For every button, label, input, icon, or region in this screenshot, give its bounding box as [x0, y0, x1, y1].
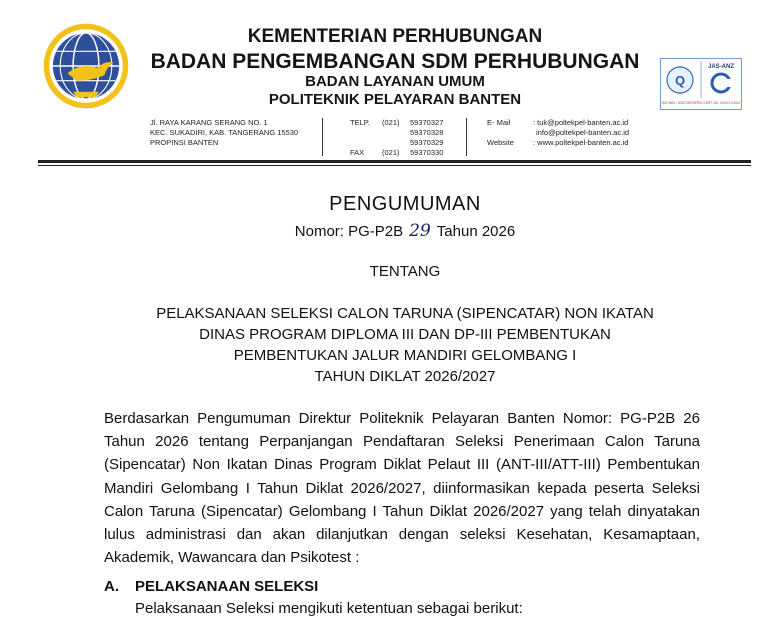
section-a-number: A.	[104, 578, 119, 595]
website-label: Website	[487, 138, 514, 147]
subject-line: PELAKSANAAN SELEKSI CALON TARUNA (SIPENCATAR) NON IKATAN	[156, 305, 654, 322]
telp-number: 59370329	[410, 138, 444, 147]
body-paragraph: Berdasarkan Pengumuman Direktur Politeknik Pelayaran Banten Nomor: PG-P2B 26 Tahun 2026 tentang Perpanjangan Pendaftaran Seleksi Penerimaan Calon Taruna (Sipencatar) Non Ikatan Dinas Program Diklat Pelaut III (ANT-III/ATT-III) Pembentukan Mandiri Gelombang I Tahun Diklat 2026/2027, diinformasikan kepada peserta Seleksi Calon Taruna (Sipencatar) Gelombang I Tahun Diklat 2026/2027 yang telah dinyatakan lulus administrasi dan akan dilanjutkan dengan seleksi Kesehatan, Kesamaptaan, Akademik, Wawancara dan Psikotest :	[104, 410, 700, 567]
ministry-name: KEMENTERIAN PERHUBUNGAN	[247, 26, 543, 47]
section-a-heading	[104, 578, 318, 595]
document-number-suffix: Tahun 2026	[436, 223, 516, 240]
certification-badge-icon	[660, 58, 742, 110]
agency-name: BADAN PENGEMBANGAN SDM PERHUBUNGAN	[150, 50, 640, 73]
fax-number: 59370330	[410, 148, 444, 157]
divider	[466, 118, 467, 156]
cert-label: JAS-ANZ	[707, 64, 735, 70]
ministry-logo-icon	[40, 20, 132, 112]
telp-label: TELP.	[350, 118, 370, 127]
document-number-handwritten: 29	[409, 221, 431, 241]
document-number	[100, 221, 710, 241]
unit-name: BADAN LAYANAN UMUM	[305, 73, 485, 90]
section-a-title: PELAKSANAAN SELEKSI	[135, 578, 319, 595]
telp-number: 59370328	[410, 128, 444, 137]
fax-label: FAX	[350, 148, 365, 157]
address-block	[150, 118, 298, 148]
phone-block	[350, 118, 443, 158]
letterhead-rule	[38, 165, 751, 166]
cert-text: ISO 9001 : 2015 CERTIFIED CERT. NO. XXXXX-XXXX	[661, 101, 741, 105]
subject-line: PEMBENTUKAN JALUR MANDIRI GELOMBANG I	[233, 347, 577, 364]
telp-number: 59370327	[410, 118, 444, 127]
svg-text:Q: Q	[674, 73, 686, 88]
divider	[322, 118, 323, 156]
subject-line: DINAS PROGRAM DIPLOMA III DAN DP-III PEMBENTUKAN	[199, 326, 611, 343]
address-line: Jl. RAYA KARANG SERANG NO. 1	[150, 118, 268, 127]
fax-area-code: (021)	[382, 148, 400, 157]
email-address[interactable]: : tuk@poltekpel-banten.ac.id	[533, 118, 629, 127]
email-label: E- Mail	[487, 118, 511, 127]
tentang-heading: TENTANG	[369, 263, 441, 280]
address-line: KEC. SUKADIRI, KAB. TANGERANG 15530	[150, 128, 299, 137]
section-a-body: Pelaksanaan Seleksi mengikuti ketentuan sebagai berikut:	[135, 600, 523, 617]
subject-line: TAHUN DIKLAT 2026/2027	[314, 368, 496, 385]
document-title: PENGUMUMAN	[329, 193, 481, 215]
website-link[interactable]: : www.poltekpel-banten.ac.id	[533, 138, 629, 147]
contact-block	[487, 118, 629, 148]
telp-area-code: (021)	[382, 118, 400, 127]
document-number-prefix: Nomor: PG-P2B	[294, 223, 404, 240]
address-line: PROPINSI BANTEN	[150, 138, 219, 147]
email-address[interactable]: info@poltekpel-banten.ac.id	[536, 128, 630, 137]
letterhead-rule	[38, 160, 751, 163]
institution-name: POLITEKNIK PELAYARAN BANTEN	[268, 91, 522, 108]
